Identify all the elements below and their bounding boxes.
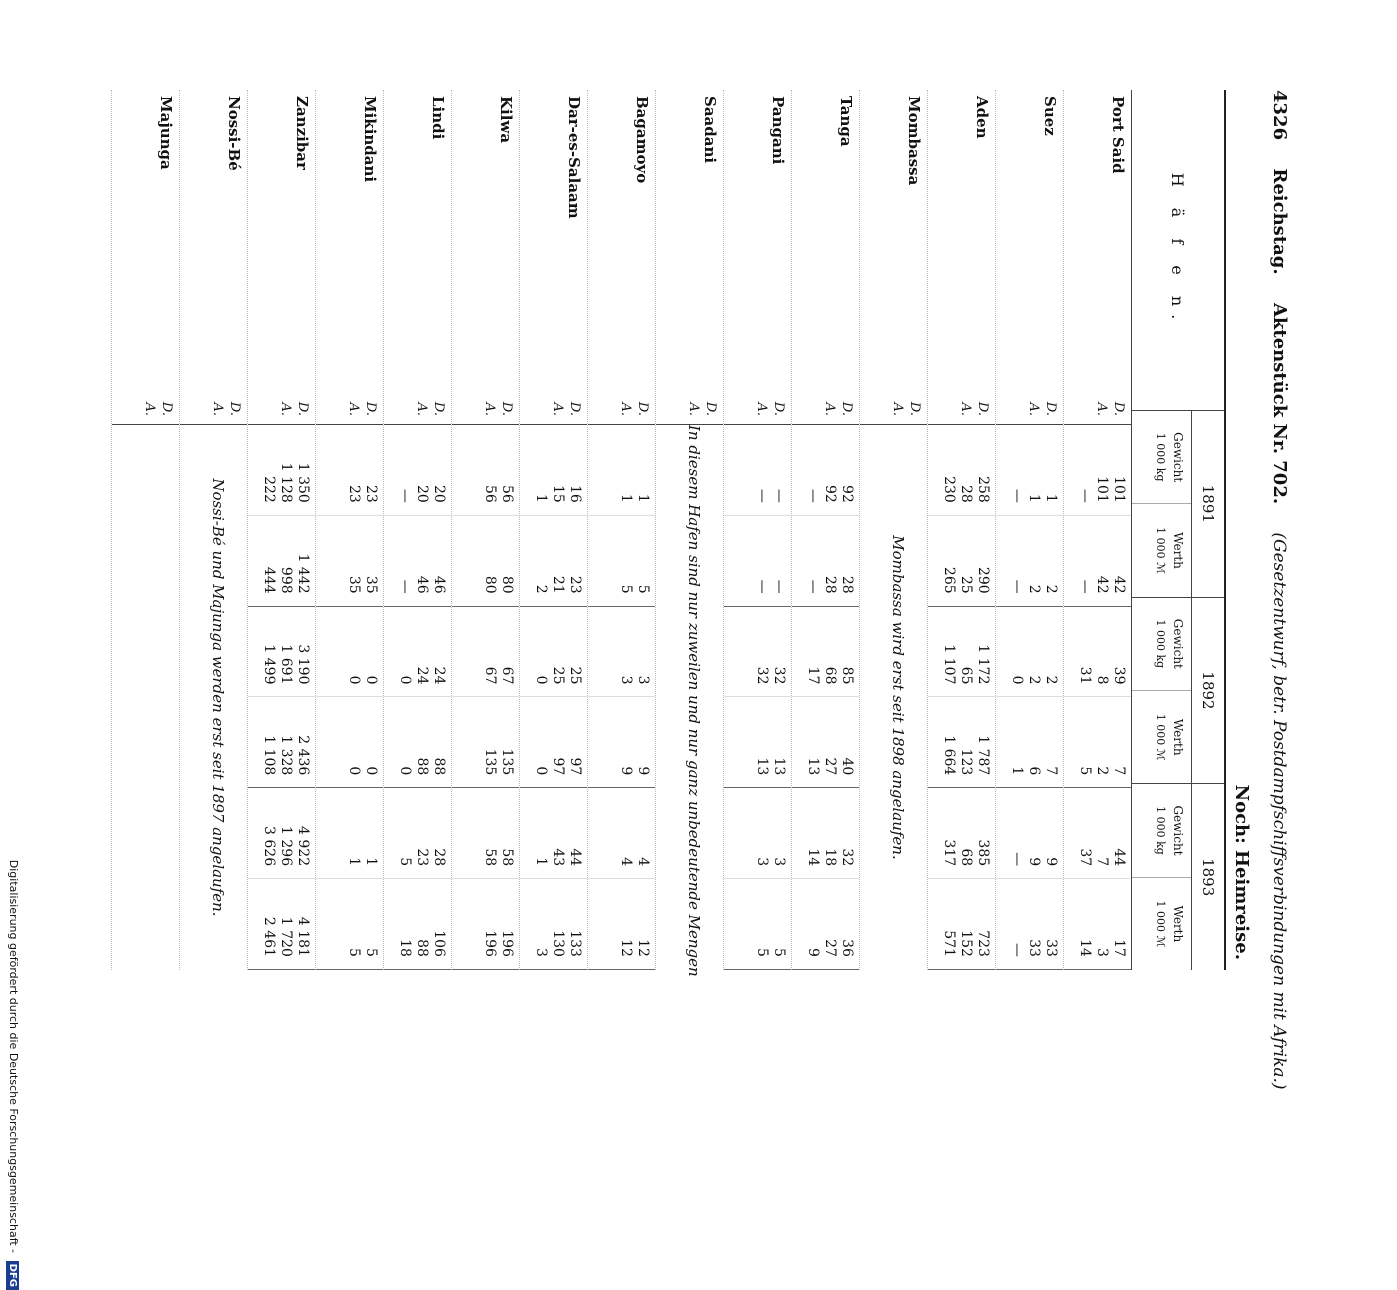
value-cell: 1 1 <box>588 425 655 516</box>
harbor-name: Majunga <box>157 96 175 170</box>
value-cell: — — <box>724 425 791 516</box>
value-cells <box>248 425 315 970</box>
harbor-name: Pangani <box>769 96 787 165</box>
value-cell: 58 58 <box>452 788 519 879</box>
value-cell: 5 5 <box>724 879 791 970</box>
harbor-name: Nossi-Bé <box>225 96 243 171</box>
year-header <box>1132 598 1224 785</box>
direction-labels: D. A. <box>384 306 451 425</box>
value-cell: 133 130 3 <box>520 879 587 970</box>
value-cell: 3 190 1 691 1 499 <box>248 607 315 698</box>
direction-labels: D. A. <box>588 306 655 425</box>
value-cell: 1 442 998 444 <box>248 516 315 607</box>
year-label: 1891 <box>1191 411 1224 597</box>
harbor-name: Suez <box>1041 96 1059 136</box>
rotated-sheet <box>100 30 1300 1090</box>
value-cell: 23 21 2 <box>520 516 587 607</box>
sub-header: Gewicht 1 000 kg <box>1132 411 1191 504</box>
value-cell: 56 56 <box>452 425 519 516</box>
year-label: 1893 <box>1191 784 1224 970</box>
value-cell: 4 922 1 296 3 626 <box>248 788 315 879</box>
aktenstueck-label: Aktenstück Nr. 702. <box>1269 302 1290 505</box>
value-cell: 32 18 14 <box>792 788 859 879</box>
year-header <box>1132 784 1224 970</box>
unit-label: 1 000 ℳ <box>1154 900 1167 948</box>
harbor-name: Mombassa <box>905 96 923 186</box>
value-cell: 5 5 <box>588 516 655 607</box>
harbors-column-header: H ä f e n. <box>1132 90 1224 411</box>
direction-labels: D. A. <box>520 306 587 425</box>
value-cell: 13 13 <box>724 697 791 788</box>
value-cell: 25 25 0 <box>520 607 587 698</box>
value-cell: 106 88 18 <box>384 879 451 970</box>
unit-label: 1 000 ℳ <box>1154 527 1167 574</box>
value-cell: 85 68 17 <box>792 607 859 698</box>
unit-label: 1 000 kg <box>1154 619 1167 669</box>
value-cell: 20 20 — <box>384 425 451 516</box>
value-cell: 40 27 13 <box>792 697 859 788</box>
value-cell: 24 24 0 <box>384 607 451 698</box>
table-row <box>859 90 927 970</box>
unit-label: 1 000 ℳ <box>1154 713 1167 761</box>
row-note: In diesem Hafen sind nur zuweilen und nur ganz unbedeutende Mengen <box>685 425 703 977</box>
value-cell: 1 1 <box>316 788 383 879</box>
value-cell: 1 172 65 1 107 <box>928 607 995 698</box>
value-cells <box>316 425 383 970</box>
table-row <box>587 90 655 970</box>
harbor-table <box>111 90 1226 977</box>
dfg-logo: DFG <box>6 1261 19 1290</box>
value-cell: 1 787 123 1 664 <box>928 697 995 788</box>
digitization-credit <box>0 310 20 1290</box>
year-headers <box>1132 411 1224 970</box>
value-cells <box>520 425 587 970</box>
table-row <box>111 90 179 970</box>
table-row <box>723 90 791 970</box>
section-heading: Noch: Heimreise. <box>1231 784 1252 960</box>
value-cell: 7 6 1 <box>996 697 1063 788</box>
value-cell: 258 28 230 <box>928 425 995 516</box>
value-cell: 92 92 — <box>792 425 859 516</box>
value-cell: 9 9 <box>588 697 655 788</box>
value-cells <box>180 425 247 970</box>
value-cells <box>792 425 859 970</box>
value-cell: 0 0 <box>316 697 383 788</box>
table-row <box>383 90 451 970</box>
harbor-name: Mikindani <box>361 96 379 183</box>
value-cell: 101 101 — <box>1064 425 1131 516</box>
value-cell: 28 23 5 <box>384 788 451 879</box>
value-cells <box>1064 425 1131 970</box>
value-cell: 290 25 265 <box>928 516 995 607</box>
value-cell: 5 5 <box>316 879 383 970</box>
value-cell: 1 1 — <box>996 425 1063 516</box>
direction-labels: D. A. <box>248 306 315 425</box>
table-row <box>927 90 995 970</box>
direction-labels: D. A. <box>928 306 995 425</box>
table-row <box>179 90 247 970</box>
year-label: 1892 <box>1191 598 1224 784</box>
harbor-name: Bagamoyo <box>633 96 651 184</box>
page-number: 4326 <box>1269 90 1290 141</box>
value-cell: 0 0 <box>316 607 383 698</box>
value-cell: 44 7 37 <box>1064 788 1131 879</box>
sub-header: Gewicht 1 000 kg <box>1132 784 1191 877</box>
value-cells <box>384 425 451 970</box>
unit-label: 1 000 kg <box>1154 806 1167 855</box>
table-row <box>247 90 315 970</box>
table-row <box>451 90 519 970</box>
value-cell: 2 2 0 <box>996 607 1063 698</box>
table-row <box>315 90 383 970</box>
table-row <box>655 90 723 977</box>
value-cell: 385 68 317 <box>928 788 995 879</box>
row-note: Nossi-Bé und Majunga werden erst seit 1897 angelaufen. <box>209 478 227 917</box>
direction-labels: D. A. <box>724 306 791 425</box>
value-cell: 28 28 — <box>792 516 859 607</box>
harbor-name: Aden <box>973 96 991 139</box>
value-cell: 4 181 1 720 2 461 <box>248 879 315 970</box>
value-cell: 23 23 <box>316 425 383 516</box>
sub-header: Werth 1 000 ℳ <box>1132 504 1191 596</box>
sub-header: Werth 1 000 ℳ <box>1132 878 1191 970</box>
table-header <box>1131 90 1224 970</box>
sub-header: Gewicht 1 000 kg <box>1132 598 1191 691</box>
value-cell: 135 135 <box>452 697 519 788</box>
unit-label: 1 000 kg <box>1154 432 1167 482</box>
value-cells <box>112 425 179 970</box>
value-cells <box>588 425 655 970</box>
value-cells <box>928 425 995 970</box>
table-row <box>1063 90 1131 970</box>
value-cells <box>724 425 791 970</box>
value-cell: 32 32 <box>724 607 791 698</box>
document-title: (Gesetzentwurf, betr. Postdampfschiffsverbindungen mit Afrika.) <box>1269 532 1289 1090</box>
value-cell: 39 8 31 <box>1064 607 1131 698</box>
table-row <box>791 90 859 970</box>
value-cell: 196 196 <box>452 879 519 970</box>
value-cell: 3 3 <box>588 607 655 698</box>
value-cells <box>996 425 1063 970</box>
digitization-text: Digitalisierung gefördert durch die Deutsche Forschungsgemeinschaft - <box>7 859 20 1254</box>
value-cell: 723 152 571 <box>928 879 995 970</box>
direction-labels: D. A. <box>792 306 859 425</box>
page-header <box>1250 90 1290 1090</box>
harbor-name: Kilwa <box>497 96 515 144</box>
value-cell: 9 9 — <box>996 788 1063 879</box>
value-cells <box>452 425 519 970</box>
value-cell: 97 97 0 <box>520 697 587 788</box>
value-cell: 12 12 <box>588 879 655 970</box>
direction-labels: D. A. <box>180 306 247 425</box>
reichstag-label: Reichstag. <box>1269 168 1290 275</box>
value-cell: 67 67 <box>452 607 519 698</box>
direction-labels: D. A. <box>996 306 1063 425</box>
value-cell: — — <box>724 516 791 607</box>
value-cells <box>656 425 723 977</box>
value-cell: 35 35 <box>316 516 383 607</box>
sub-header: Werth 1 000 ℳ <box>1132 691 1191 783</box>
direction-labels: D. A. <box>316 306 383 425</box>
value-cell: 2 436 1 328 1 108 <box>248 697 315 788</box>
value-cell: 36 27 9 <box>792 879 859 970</box>
value-cell: 44 43 1 <box>520 788 587 879</box>
harbor-name: Lindi <box>429 96 447 140</box>
harbor-name: Tanga <box>837 96 855 147</box>
value-cell: 88 88 0 <box>384 697 451 788</box>
value-cells <box>860 425 927 970</box>
harbor-name: Saadani <box>701 96 719 164</box>
harbor-name: Zanzibar <box>293 96 311 170</box>
value-cell: 46 46 — <box>384 516 451 607</box>
harbor-name: Dar-es-Salaam <box>565 96 583 219</box>
direction-labels: D. A. <box>860 306 927 425</box>
value-cell: 33 33 — <box>996 879 1063 970</box>
harbor-name: Port Said <box>1109 96 1127 174</box>
value-cell: 2 2 — <box>996 516 1063 607</box>
value-cell: 80 80 <box>452 516 519 607</box>
direction-labels: D. A. <box>1064 306 1131 425</box>
value-cell: 1 350 1 128 222 <box>248 425 315 516</box>
direction-labels: D. A. <box>112 306 179 425</box>
value-cell: 17 3 14 <box>1064 879 1131 970</box>
row-note: Mombassa wird erst seit 1898 angelaufen. <box>889 535 907 860</box>
table-row <box>519 90 587 970</box>
year-header <box>1132 411 1224 598</box>
value-cell: 7 2 5 <box>1064 697 1131 788</box>
value-cell: 16 15 1 <box>520 425 587 516</box>
table-row <box>995 90 1063 970</box>
value-cell: 3 3 <box>724 788 791 879</box>
table-body <box>111 90 1131 977</box>
value-cell: 42 42 — <box>1064 516 1131 607</box>
direction-labels: D. A. <box>452 306 519 425</box>
direction-labels: D. A. <box>656 306 723 425</box>
value-cell: 4 4 <box>588 788 655 879</box>
